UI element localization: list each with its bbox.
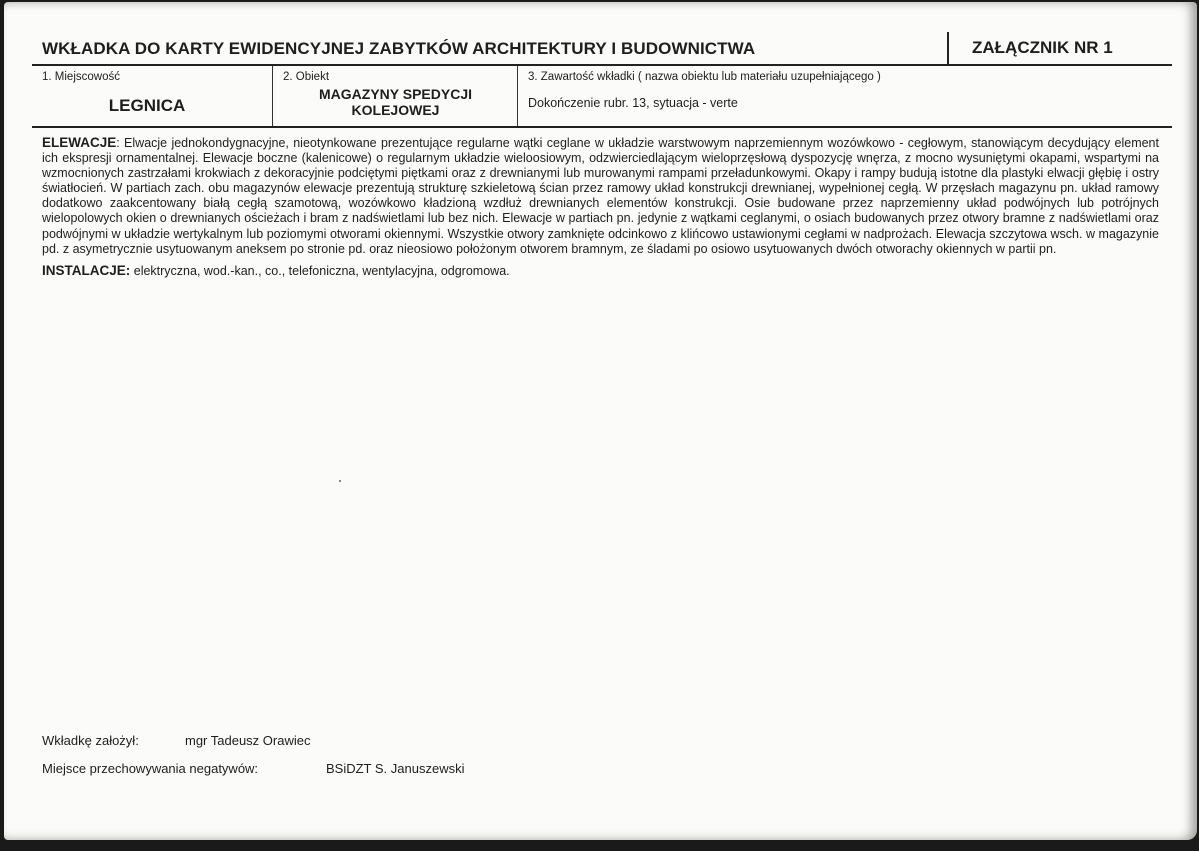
contents-label: 3. Zawartość wkładki ( nazwa obiektu lub materiału uzupełniającego ) xyxy=(528,71,881,83)
object-value xyxy=(273,86,518,118)
storage-line xyxy=(42,761,465,776)
elevations-paragraph xyxy=(42,135,1159,257)
locality-cell xyxy=(32,66,272,126)
author-line xyxy=(42,733,311,748)
object-cell xyxy=(272,66,518,126)
contents-cell xyxy=(517,66,1173,126)
storage-value: BSiDZT S. Januszewski xyxy=(326,761,465,776)
sheet-title: WKŁADKA DO KARTY EWIDENCYJNEJ ZABYTKÓW ARCHITEKTURY I BUDOWNICTWA xyxy=(42,39,756,58)
installations-heading: INSTALACJE: xyxy=(42,262,131,278)
description-body xyxy=(42,135,1159,285)
object-value-line-2: KOLEJOWEJ xyxy=(351,102,440,118)
annex-number: ZAŁĄCZNIK NR 1 xyxy=(972,38,1113,57)
object-value-line-1: MAGAZYNY SPEDYCJI xyxy=(319,86,472,102)
object-label: 2. Obiekt xyxy=(283,71,330,83)
locality-label: 1. Miejscowość xyxy=(42,71,120,83)
paper-speck xyxy=(339,480,341,482)
installations-text: elektryczna, wod.-kan., co., telefoniczna, wentylacyjna, odgromowa. xyxy=(130,263,510,278)
author-value: mgr Tadeusz Orawiec xyxy=(185,733,311,748)
elevations-text: : Elwacje jednokondygnacyjne, nieotynkowane prezentujące regularne wątki ceglane w układzie warstwowym naprzemiennym wozówkowo - cegłowym, stanowiącym decydujący element ich ekspresji ornamentalnej. Elewacje boczne (kalenicowe) o regularnym układzie wieloosiowym, odzwierciedlającym wieloprzęsłową dyspozycję wnęrza, z mocno wysuniętymi okapami, wspartymi na wzmocnionych zastrzałami krokwiach z dekoracyjnie podciętymi piętkami oraz z drewnianymi lub murowanymi rampami przeładunkowymi. Okapy i rampy budują istotne dla plastyki elwacji głębię i ostry światłocień. W partiach zach. obu magazynów elewacje prezentują strukturę szkieletową ścian przez ramowy układ konstrukcji drewnianej, wypełnionej cegłą. W przęsłach magazynu pn. układ ramowy dodatkowo zaakcentowany białą cegłą szamotową, wozówkowo kładzioną wzdłuż drewnianych elementów konstrukcji. Osie budowane przez naprzemienny układ podwójnych lub potrójnych wielopolowych okien o drewnianych ościeżach i bram z nadświetlami lub bez nich. Elewacje w partiach pn. jedynie z wątkami ceglanymi, o osiach budowanych przez otwory bramne z nadświetlami oraz podwójnymi w układzie wertykalnym lub poziomymi otworami okiennymi. Wszystkie otwory zamknięte odcinkowo z klińcowo ustawionymi cegłami w nadprożach. Elewacja szczytowa wsch. w magazynie pd. z asymetrycznie usytuowanym aneksem po stronie pd. oraz nieosiowo położonym otworem bramnym, ze śladami po osiowo usytuowanych dwóch otworachy okiennych w partii pn. xyxy=(42,136,1159,256)
sheet-header xyxy=(32,34,1172,66)
installations-paragraph xyxy=(42,263,1159,279)
storage-label: Miejsce przechowywania negatywów: xyxy=(42,761,259,776)
record-sheet xyxy=(4,2,1197,840)
elevations-heading: ELEWACJE xyxy=(42,135,117,150)
contents-value: Dokończenie rubr. 13, sytuacja - verte xyxy=(528,96,738,110)
author-label: Wkładkę założył: xyxy=(42,733,139,748)
locality-value: LEGNICA xyxy=(108,96,186,115)
header-divider xyxy=(947,32,949,64)
info-row xyxy=(32,66,1172,128)
